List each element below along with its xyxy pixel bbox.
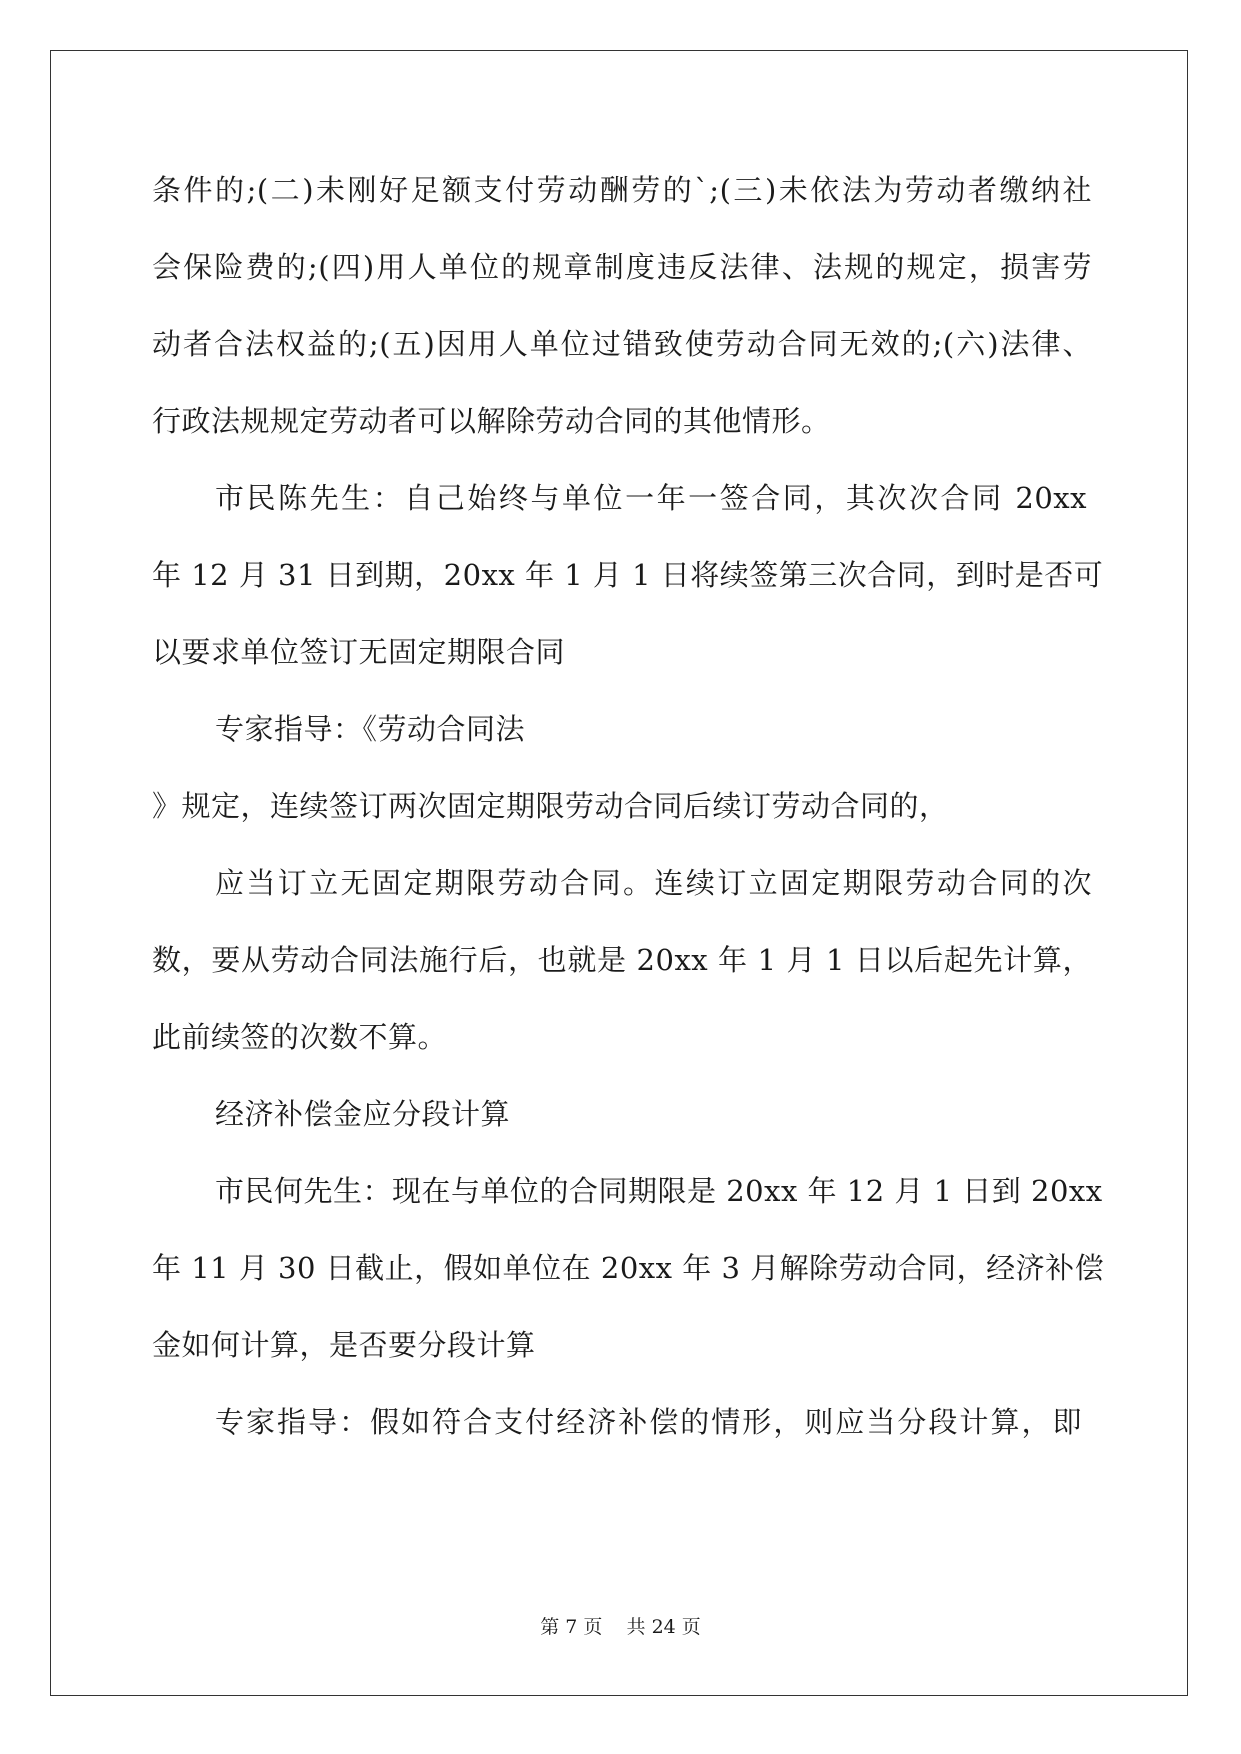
text-line: 专家指导：假如符合支付经济补偿的情形，则应当分段计算，即: [215, 1405, 1082, 1439]
text-line: 数，要从劳动合同法施行后，也就是 20xx 年 1 月 1 日以后起先计算，: [152, 943, 1092, 977]
text-line: 》规定，连续签订两次固定期限劳动合同后续订劳动合同的，: [152, 789, 949, 823]
text-line: 此前续签的次数不算。: [152, 1020, 448, 1054]
text-line: 行政法规规定劳动者可以解除劳动合同的其他情形。: [152, 404, 831, 438]
text-line: 市民陈先生：自己始终与单位一年一签合同，其次次合同 20xx: [215, 481, 1087, 515]
section-heading: 经济补偿金应分段计算: [215, 1097, 511, 1131]
text-line: 以要求单位签订无固定期限合同: [152, 635, 566, 669]
text-line: 条件的;(二)未刚好足额支付劳动酬劳的`;(三)未依法为劳动者缴纳社: [152, 173, 1092, 207]
text-line: 年 12 月 31 日到期，20xx 年 1 月 1 日将续签第三次合同，到时是否可: [152, 558, 1104, 592]
text-line: 应当订立无固定期限劳动合同。连续订立固定期限劳动合同的次: [215, 866, 1092, 900]
text-line: 市民何先生：现在与单位的合同期限是 20xx 年 12 月 1 日到 20xx: [215, 1174, 1103, 1208]
text-line: 年 11 月 30 日截止，假如单位在 20xx 年 3 月解除劳动合同，经济补偿: [152, 1251, 1105, 1285]
text-line: 金如何计算，是否要分段计算: [152, 1328, 536, 1362]
page-footer: 第 7 页 共 24 页: [540, 1616, 701, 1638]
text-line: 会保险费的;(四)用人单位的规章制度违反法律、法规的规定，损害劳: [152, 250, 1092, 284]
text-line: 专家指导：《劳动合同法: [215, 712, 526, 746]
text-line: 动者合法权益的;(五)因用人单位过错致使劳动合同无效的;(六)法律、: [152, 327, 1092, 361]
